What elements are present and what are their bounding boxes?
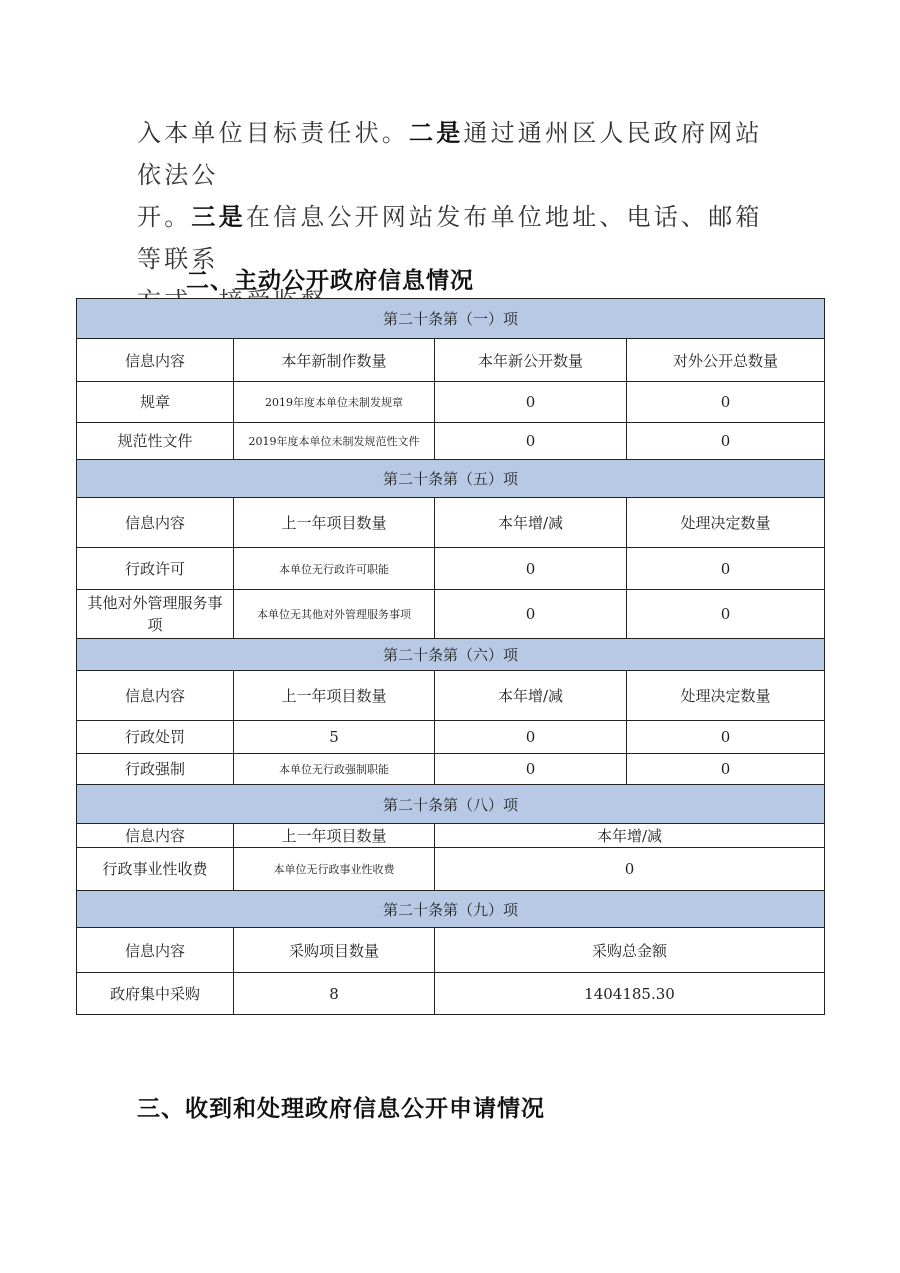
header-row [77,824,825,848]
disclosure-table [76,298,825,1015]
cell: 本单位无行政事业性收费 [234,848,435,891]
header-cell: 本年增/减 [435,498,627,548]
row-label: 行政事业性收费 [77,848,234,891]
cell: 5 [234,721,435,754]
section-heading-3: 三、收到和处理政府信息公开申请情况 [137,1096,545,1122]
cell: 本单位无行政许可职能 [234,548,435,590]
header-cell: 采购总金额 [435,928,825,973]
header-cell: 信息内容 [77,928,234,973]
header-row [77,498,825,548]
header-row [77,671,825,721]
cell: 2019年度本单位未制发规章 [234,382,435,423]
section-title: 第二十条第（一）项 [77,299,825,339]
header-row [77,928,825,973]
intro-line-1: 入本单位目标责任状。二是通过通州区人民政府网站依法公 [137,119,763,189]
header-cell: 处理决定数量 [627,671,825,721]
header-cell: 信息内容 [77,339,234,382]
header-cell: 信息内容 [77,824,234,848]
section-title: 第二十条第（五）项 [77,460,825,498]
table-row [77,721,825,754]
section-title: 第二十条第（九）项 [77,891,825,928]
table-row [77,754,825,785]
section-title-row [77,639,825,671]
emphasis-2: 二是 [409,119,464,147]
row-label: 行政强制 [77,754,234,785]
row-label: 行政处罚 [77,721,234,754]
cell: 8 [234,973,435,1015]
header-cell: 本年增/减 [435,824,825,848]
header-cell: 上一年项目数量 [234,824,435,848]
cell: 0 [435,721,627,754]
cell: 本单位无行政强制职能 [234,754,435,785]
cell: 0 [627,590,825,639]
header-cell: 本年新公开数量 [435,339,627,382]
header-cell: 处理决定数量 [627,498,825,548]
section-title: 第二十条第（八）项 [77,785,825,824]
table-row [77,848,825,891]
section-title-row [77,785,825,824]
cell: 0 [435,848,825,891]
cell: 0 [435,382,627,423]
section-title-row [77,299,825,339]
cell: 0 [435,590,627,639]
table-row [77,423,825,460]
table-row [77,548,825,590]
cell: 0 [627,754,825,785]
section-title: 第二十条第（六）项 [77,639,825,671]
cell: 0 [435,548,627,590]
section-heading-2: 二、主动公开政府信息情况 [186,268,474,294]
row-label: 政府集中采购 [77,973,234,1015]
cell: 本单位无其他对外管理服务事项 [234,590,435,639]
intro-line-2: 开。三是在信息公开网站发布单位地址、电话、邮箱等联系 [137,203,763,273]
header-cell: 信息内容 [77,498,234,548]
header-cell: 对外公开总数量 [627,339,825,382]
cell: 0 [435,423,627,460]
cell: 0 [627,382,825,423]
header-cell: 本年增/减 [435,671,627,721]
table-row [77,590,825,639]
row-label: 其他对外管理服务事项 [77,590,234,639]
row-label: 规章 [77,382,234,423]
row-label: 行政许可 [77,548,234,590]
header-cell: 上一年项目数量 [234,671,435,721]
table-row [77,382,825,423]
cell: 1404185.30 [435,973,825,1015]
cell: 0 [627,721,825,754]
section-title-row [77,891,825,928]
section-title-row [77,460,825,498]
header-cell: 本年新制作数量 [234,339,435,382]
table-row [77,973,825,1015]
header-row [77,339,825,382]
cell: 0 [627,423,825,460]
cell: 0 [627,548,825,590]
row-label: 规范性文件 [77,423,234,460]
cell: 2019年度本单位未制发规范性文件 [234,423,435,460]
header-cell: 采购项目数量 [234,928,435,973]
emphasis-3: 三是 [191,203,246,231]
header-cell: 上一年项目数量 [234,498,435,548]
cell: 0 [435,754,627,785]
header-cell: 信息内容 [77,671,234,721]
